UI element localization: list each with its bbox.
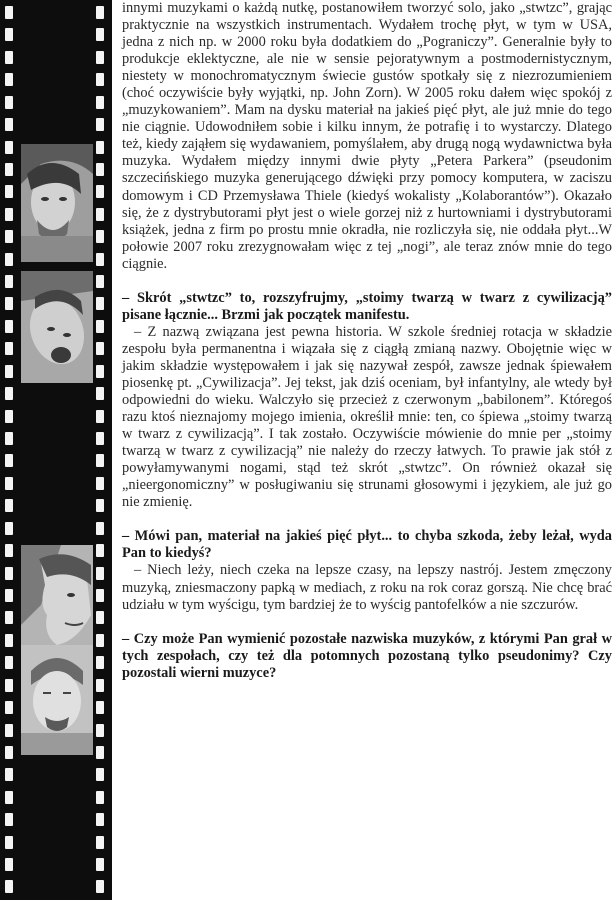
portrait-photo-eyes-closed [21,645,93,755]
film-perforation [5,28,13,41]
film-perforation [5,858,13,871]
film-perforation [5,768,13,781]
film-perforation [96,342,104,355]
film-perforation [5,813,13,826]
film-perforation [5,567,13,580]
film-perforation [5,611,13,624]
film-perforation [5,208,13,221]
paragraph-intro: innymi muzykami o każdą nutkę, postanowiłem tworzyć solo, jako „stwtzc”, grając praktycznie na wszystkich instrumentach. Wydałem trochę płyt, w tym w USA, jedna z nich np. w 2000 roku była dodatkiem do „Pograniczy”. Generalnie były to produkcje eklektyczne, ale nie w sensie pejoratywnym a postmodernistycznym, niestety w monochromatycznym świecie gustów spotkały się z niezrozumieniem (choć oczywiście były wyjątki, np. John Zorn). W 2005 roku dałem więc spokój z „muzykowaniem”. Mam na dysku materiał na jakieś pięć płyt, ale już mnie do tego nie ciągnie. Udowodniłem sobie i kilku innym, że potrafię i to wystarczy. Dlatego też, kiedy zająłem się wydawaniem, pomyślałem, aby drugą nogą wydawnictwa była muzyka. Wydałem między innymi dwie płyty „Petera Parkera” (pseudonim szczecińskiego muzyka generującego dźwięki przy pomocy komputera, w zaciszu domowym i CD Przemysława Thiele (kiedyś wokalisty „Kolaborantów”). Okazało się, że z dystrybutorami płyt jest o wiele gorzej niż z hurtowniami i dystrybutorami książek, jedna z firm po prostu mnie okradła, nie rozliczyła się, nie oddała płyt...W połowie 2007 roku zrezygnowałam więc z tej „nogi”, ale teraz znów mnie do tego ciągnie. [122,0,612,272]
photo-frame-4 [21,645,93,755]
film-perforation [96,432,104,445]
film-perforation [5,634,13,647]
film-perforation [96,365,104,378]
film-perforation [96,230,104,243]
film-perforation [5,522,13,535]
film-perforation [5,275,13,288]
film-perforation [5,51,13,64]
film-perforation [96,410,104,423]
film-perforation [5,544,13,557]
film-perforation [5,96,13,109]
film-perforation [96,880,104,893]
film-perforation [96,522,104,535]
film-perforation [96,791,104,804]
film-perforation [96,28,104,41]
film-perforation [96,634,104,647]
film-perforation [5,163,13,176]
film-perforation [96,611,104,624]
photo-frame-1 [21,144,93,262]
film-perforation [96,387,104,400]
film-perforation [5,141,13,154]
article-text [122,0,612,682]
profile-photo [21,545,93,657]
film-perforation [5,185,13,198]
photo-frame-2 [21,271,93,383]
film-perforation [96,6,104,19]
film-perforation [96,477,104,490]
film-perforation [96,208,104,221]
film-perforation [96,836,104,849]
film-perforation [96,320,104,333]
film-perforation [5,365,13,378]
film-perforation [5,118,13,131]
answer-1: – Z nazwą związana jest pewna historia. W szkole średniej rotacja w składzie zespołu była permanentna i wiązała się z ciągłą zmianą nazwy. Obojętnie więc w jakim składzie występowałem i jak się nazywał zespół, zawsze jednak śpiewałem piosenkę pt. „Cywilizacja”. Jej tekst, jak dziś oceniam, był infantylny, ale wtedy był odpowiedni do wieku. Walczyło się przecież z czerwonym „babilonem”. Któregoś razu ktoś nieznajomy mojego imienia, określił mnie: ten, co śpiewa „stoimy twarzą w twarz z cywilizacją”. I tak zostało. Oczywiście mówienie do mnie per „stoimy twarzą w twarz z cywilizacją” nie należy do rzeczy łatwych. To prawie jak stół z powyłamywanymi nogami, stąd też skrót „stwtzc”. On również okazał się „nieergonomiczny” w posługiwaniu się strunami głosowymi i językiem, ale już go nie zmienię. [122,323,612,511]
film-perforation [96,813,104,826]
film-perforation [5,477,13,490]
film-perforation [96,96,104,109]
film-perforation [96,567,104,580]
film-perforation [5,701,13,714]
portrait-photo-tilted [21,271,93,383]
film-perforation [96,163,104,176]
film-perforation [5,724,13,737]
question-1: – Skrót „stwtzc” to, rozszyfrujmy, „stoimy twarzą w twarz z cywilizacją” pisane łącznie... Brzmi jak początek manifestu. [122,289,612,323]
portrait-photo [21,144,93,262]
film-perforation [5,656,13,669]
film-perforation [96,73,104,86]
film-perforation [96,141,104,154]
film-perforation [5,320,13,333]
film-perforation [5,454,13,467]
film-perforation [5,880,13,893]
answer-2: – Niech leży, niech czeka na lepsze czasy, na lepszy nastrój. Jestem zmęczony muzyką, zniesmaczony papką w mediach, z roku na rok coraz gorszą. Nie chcę brać udziału w tym wyścigu, tym bardziej że to wyścig pantofelków a nie szczurów. [122,562,612,613]
film-perforation [96,746,104,759]
film-perforation [5,791,13,804]
film-perforation [96,185,104,198]
film-perforation [96,253,104,266]
film-perforation [96,275,104,288]
film-perforation [96,724,104,737]
film-perforation [5,253,13,266]
film-perforation [5,679,13,692]
film-perforation [5,297,13,310]
film-perforation [96,679,104,692]
photo-frame-3 [21,545,93,657]
film-perforations-left [5,0,17,900]
film-perforation [5,410,13,423]
film-perforation [96,51,104,64]
film-perforation [96,656,104,669]
film-perforation [96,544,104,557]
film-perforation [96,297,104,310]
question-3: – Czy może Pan wymienić pozostałe nazwiska muzyków, z którymi Pan grał w tych zespołach, czy też dla potomnych pozostaną tylko pseudonimy? Czy pozostali wierni muzyce? [122,630,612,681]
film-perforation [5,746,13,759]
film-perforation [96,589,104,602]
film-perforation [5,836,13,849]
film-perforation [5,73,13,86]
film-perforation [96,768,104,781]
film-perforation [96,499,104,512]
film-perforation [96,858,104,871]
film-perforations-right [96,0,108,900]
film-perforation [5,432,13,445]
question-2: – Mówi pan, materiał na jakieś pięć płyt... to chyba szkoda, żeby leżał, wyda Pan to kiedyś? [122,528,612,562]
film-strip [0,0,112,900]
film-perforation [5,342,13,355]
film-perforation [96,454,104,467]
film-perforation [96,118,104,131]
film-perforation [96,701,104,714]
film-perforation [5,6,13,19]
film-perforation [5,387,13,400]
film-perforation [5,499,13,512]
film-perforation [5,230,13,243]
film-perforation [5,589,13,602]
